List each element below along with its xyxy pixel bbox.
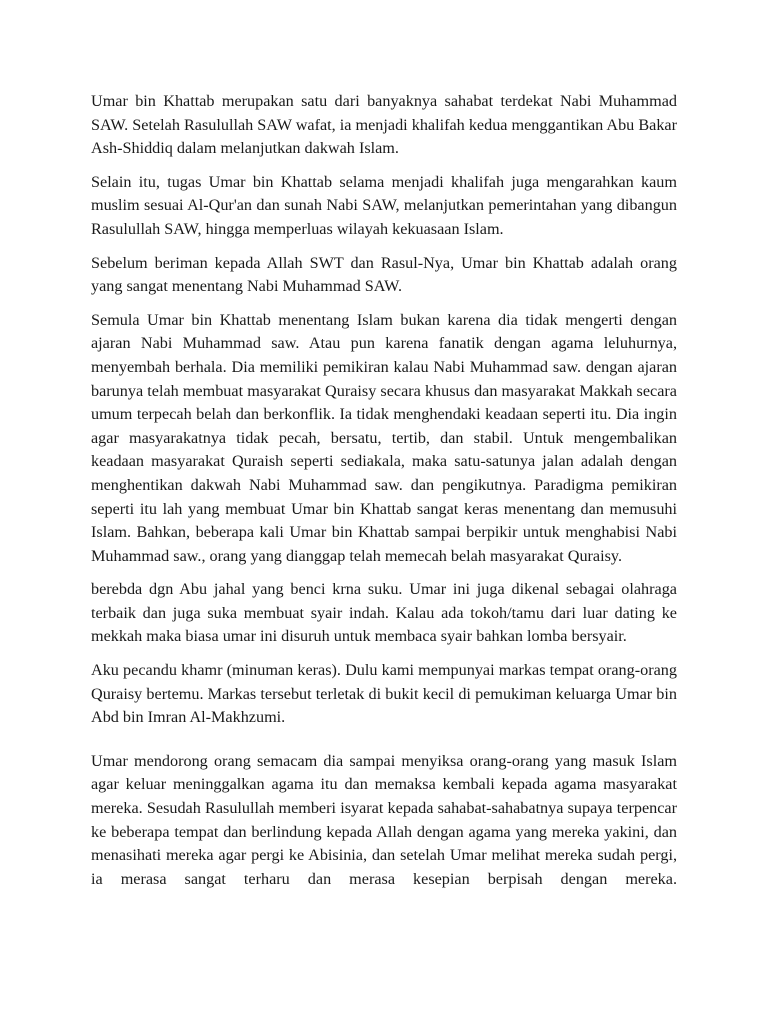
- paragraph-5: berebda dgn Abu jahal yang benci krna suku. Umar ini juga dikenal sebagai olahraga terbaik dan juga suka membuat syair indah. Kalau ada tokoh/tamu dari luar dating ke mekkah maka biasa umar ini disuruh untuk membaca syair bahkan lomba bersyair.: [91, 580, 677, 646]
- paragraph-2: Selain itu, tugas Umar bin Khattab selama menjadi khalifah juga mengarahkan kaum muslim sesuai Al-Qur'an dan sunah Nabi SAW, melanjutkan pemerintahan yang dibangun Rasulullah SAW, hingga memperluas wilayah kekuasaan Islam.: [91, 172, 677, 238]
- paragraph-1: Umar bin Khattab merupakan satu dari banyaknya sahabat terdekat Nabi Muhammad SAW. Setelah Rasulullah SAW wafat, ia menjadi khalifah kedua menggantikan Abu Bakar Ash-Shiddiq dalam melanjutkan dakwah Islam.: [91, 92, 677, 158]
- paragraph-4: Semula Umar bin Khattab menentang Islam bukan karena dia tidak mengerti dengan ajaran Nabi Muhammad saw. Atau pun karena fanatik dengan agama leluhurnya, menyembah berhala. Dia memiliki pemikiran kalau Nabi Muhammad saw. dengan ajaran barunya telah membuat masyarakat Quraisy secara khusus dan masyarakat Makkah secara umum terpecah belah dan berkonflik. Ia tidak menghendaki keadaan seperti itu. Dia ingin agar masyarakatnya tidak pecah, bersatu, tertib, dan stabil. Untuk mengembalikan keadaan masyarakat Quraish seperti sediakala, maka satu-satunya jalan adalah dengan menghentikan dakwah Nabi Muhammad saw. dan pengikutnya. Paradigma pemikiran seperti itu lah yang membuat Umar bin Khattab sangat keras menentang dan memusuhi Islam. Bahkan, beberapa kali Umar bin Khattab sampai berpikir untuk menghabisi Nabi Muhammad saw., orang yang dianggap telah memecah belah masyarakat Quraisy.: [91, 310, 677, 565]
- paragraph-7: Umar mendorong orang semacam dia sampai menyiksa orang-orang yang masuk Islam agar keluar meninggalkan agama itu dan memaksa kembali kepada agama masyarakat mereka. Sesudah Rasulullah memberi isyarat kepada sahabat-sahabatnya supaya terpencar ke beberapa tempat dan berlindung kepada Allah dengan agama yang mereka yakini, dan menasihati mereka agar pergi ke Abisinia, dan setelah Umar melihat mereka sudah pergi, ia merasa sangat terharu dan merasa kesepian berpisah dengan mereka.: [91, 751, 677, 888]
- paragraph-3: Sebelum beriman kepada Allah SWT dan Rasul-Nya, Umar bin Khattab adalah orang yang sangat menentang Nabi Muhammad SAW.: [91, 253, 677, 296]
- document-page: [91, 90, 677, 901]
- paragraph-6: Aku pecandu khamr (minuman keras). Dulu kami mempunyai markas tempat orang-orang Quraisy bertemu. Markas tersebut terletak di bukit kecil di pemukiman keluarga Umar bin Abd bin Imran Al-Makhzumi.: [91, 661, 677, 727]
